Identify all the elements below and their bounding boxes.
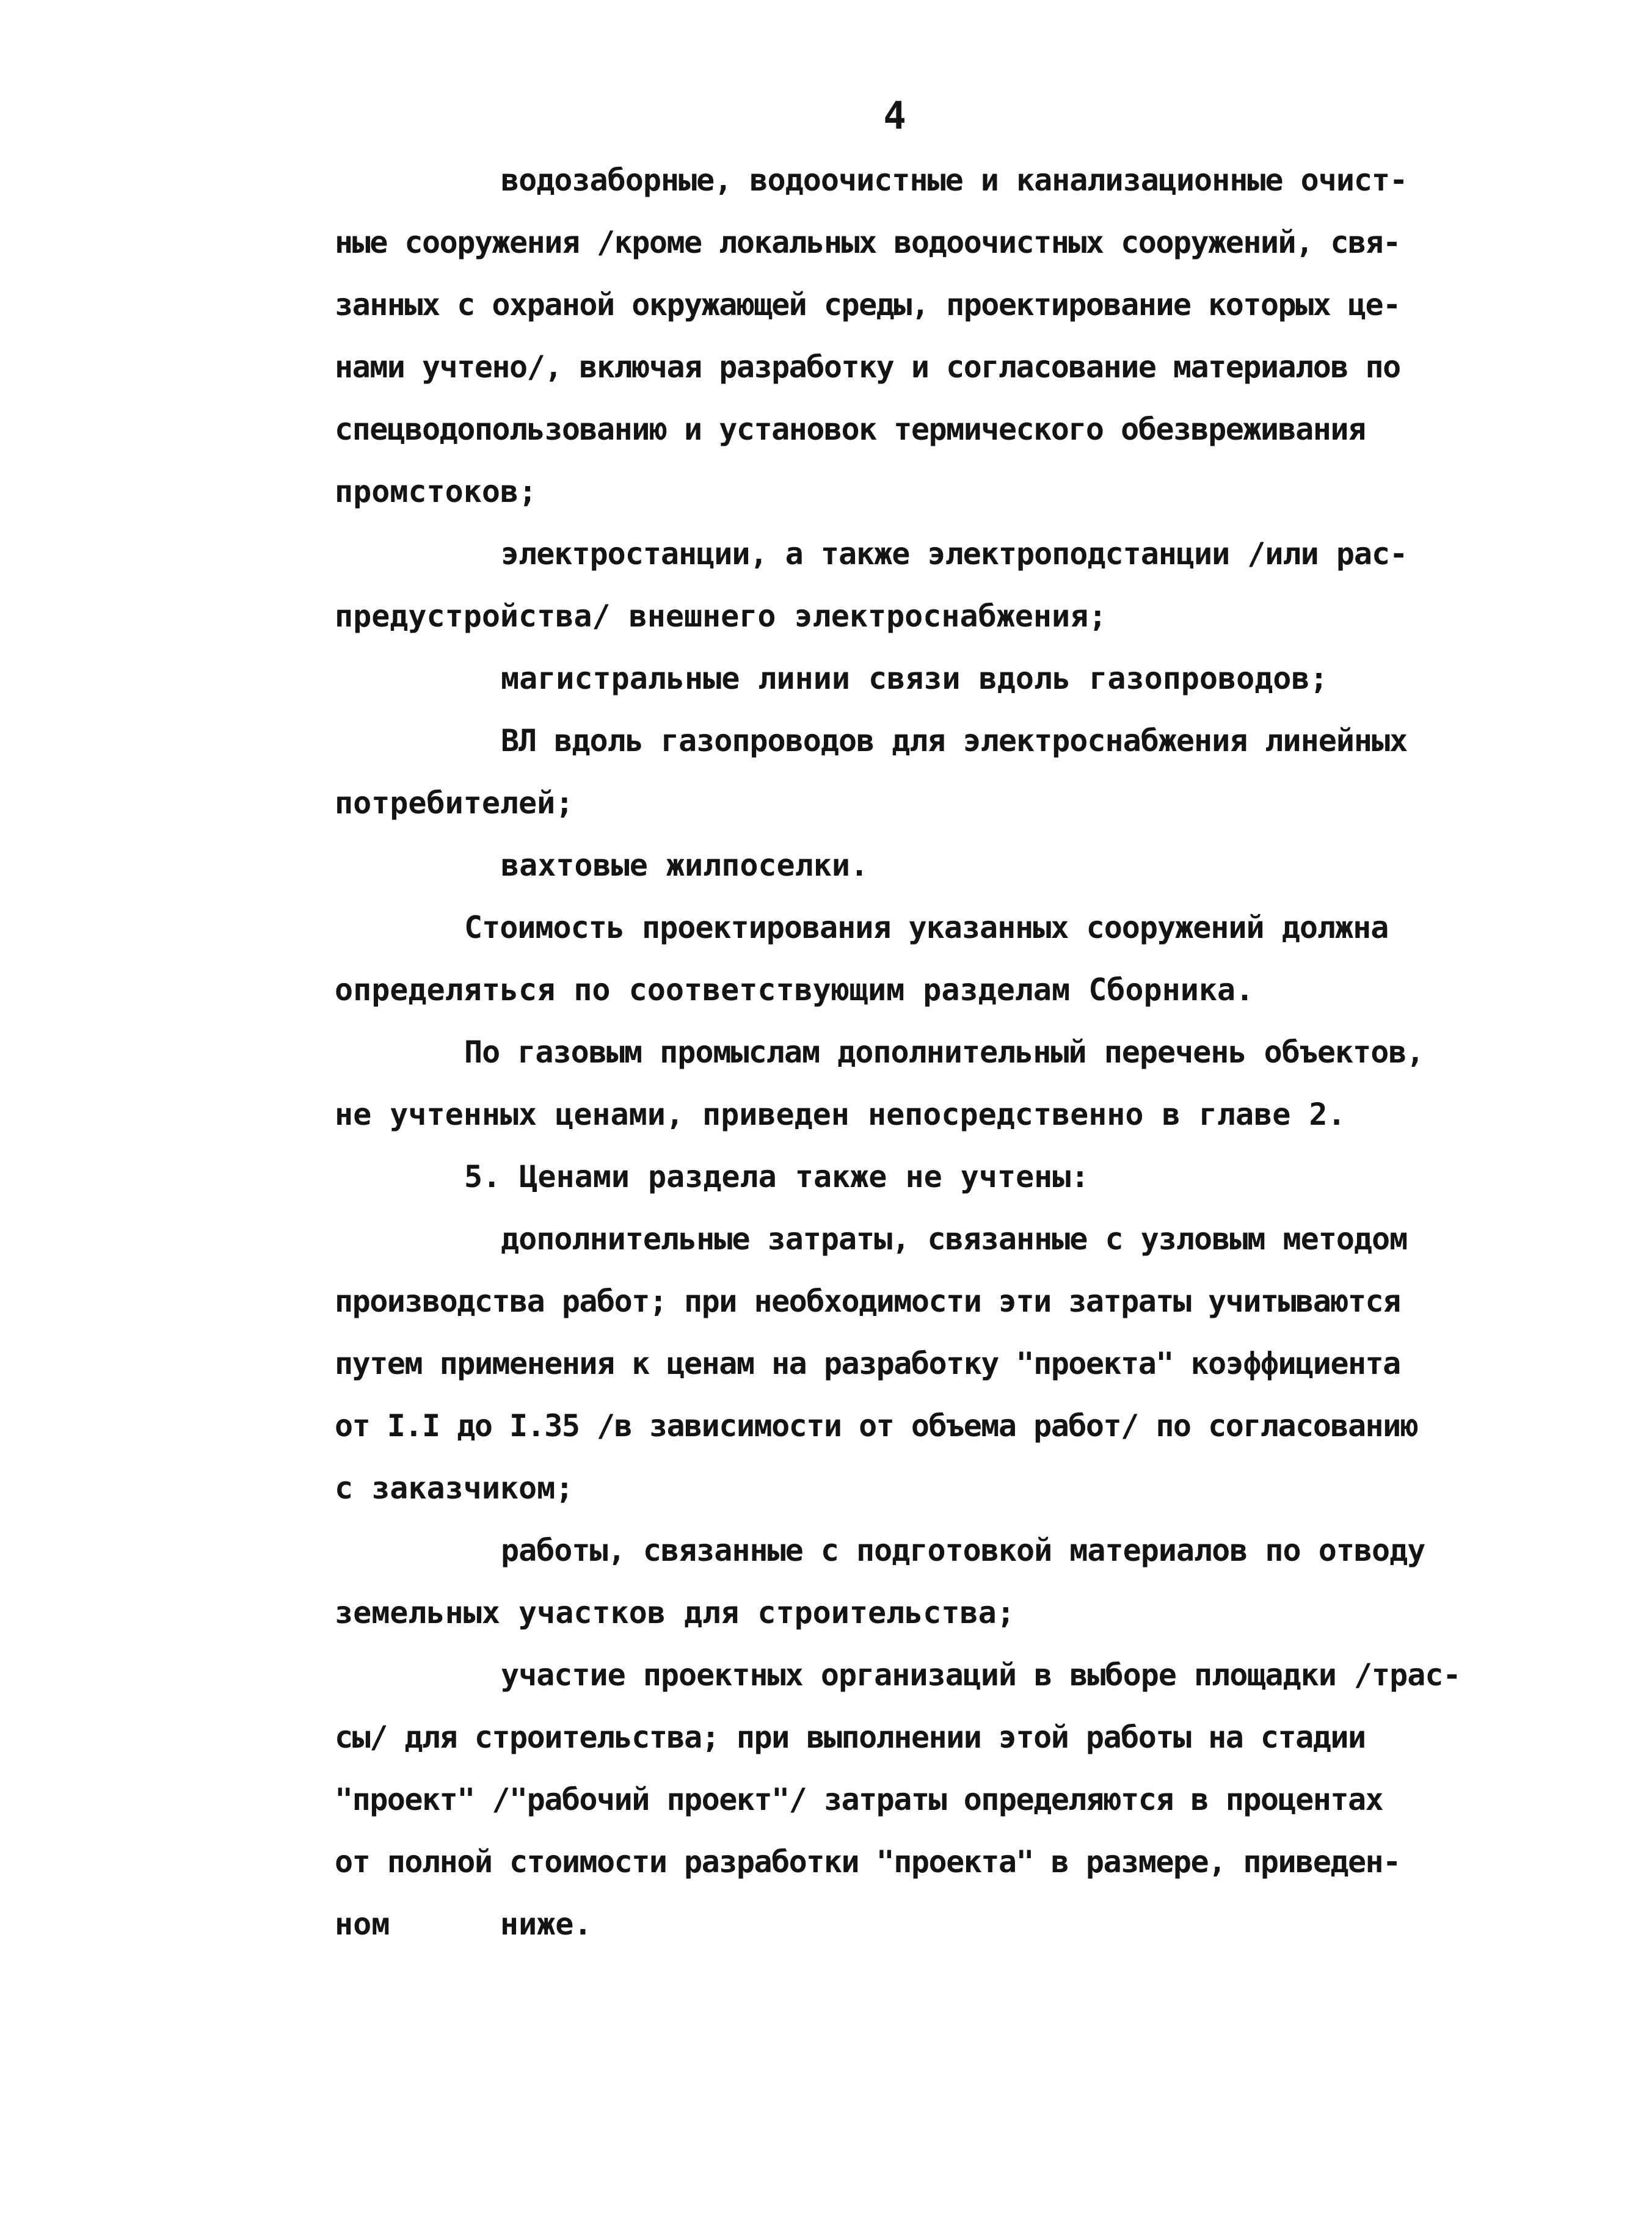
text-line: с заказчиком; [335, 1470, 574, 1506]
text-line: нами учтено/, включая разработку и согласование материалов по [335, 349, 1400, 385]
text-line: электростанции, а также электроподстанции /или рас- [501, 536, 1408, 572]
text-line: вахтовые жилпоселки. [501, 848, 869, 883]
text-line: ном ниже. [335, 1906, 592, 1942]
text-line: 5. Ценами раздела также не учтены: [464, 1159, 1090, 1194]
text-line: водозаборные, водоочистные и канализационные очист- [501, 162, 1408, 198]
text-line: ВЛ вдоль газопроводов для электроснабжения линейных [501, 723, 1408, 758]
text-line: промстоков; [335, 474, 537, 509]
text-line: не учтенных ценами, приведен непосредственно в главе 2. [335, 1097, 1346, 1132]
text-line: ные сооружения /кроме локальных водоочистных сооружений, свя- [335, 225, 1400, 260]
text-line: работы, связанные с подготовкой материалов по отводу [501, 1533, 1425, 1568]
text-line: магистральные линии связи вдоль газопроводов; [501, 661, 1328, 696]
text-line: сы/ для строительства; при выполнении этой работы на стадии [335, 1720, 1366, 1755]
text-line: земельных участков для строительства; [335, 1595, 1015, 1630]
text-line: "проект" /"рабочий проект"/ затраты определяются в процентах [335, 1782, 1383, 1817]
page-number: 4 [883, 93, 906, 138]
text-line: определяться по соответствующим разделам Сборника. [335, 972, 1254, 1008]
text-line: от I.I до I.35 /в зависимости от объема работ/ по согласованию [335, 1408, 1418, 1444]
text-line: спецводопользованию и установок термического обезвреживания [335, 412, 1366, 447]
text-line: занных с охраной окружающей среды, проектирование которых це- [335, 287, 1400, 322]
text-line: от полной стоимости разработки "проекта" в размере, приведен- [335, 1844, 1400, 1880]
text-line: дополнительные затраты, связанные с узловым методом [501, 1221, 1408, 1257]
text-line: Стоимость проектирования указанных сооружений должна [464, 910, 1389, 945]
text-line: производства работ; при необходимости эти затраты учитываются [335, 1284, 1400, 1319]
text-line: путем применения к ценам на разработку "проекта" коэффициента [335, 1346, 1400, 1381]
text-line: По газовым промыслам дополнительный перечень объектов, [464, 1034, 1424, 1070]
text-line: предустройства/ внешнего электроснабжения; [335, 598, 1107, 634]
text-line: потребителей; [335, 785, 574, 821]
text-line: участие проектных организаций в выборе площадки /трас- [501, 1657, 1461, 1693]
